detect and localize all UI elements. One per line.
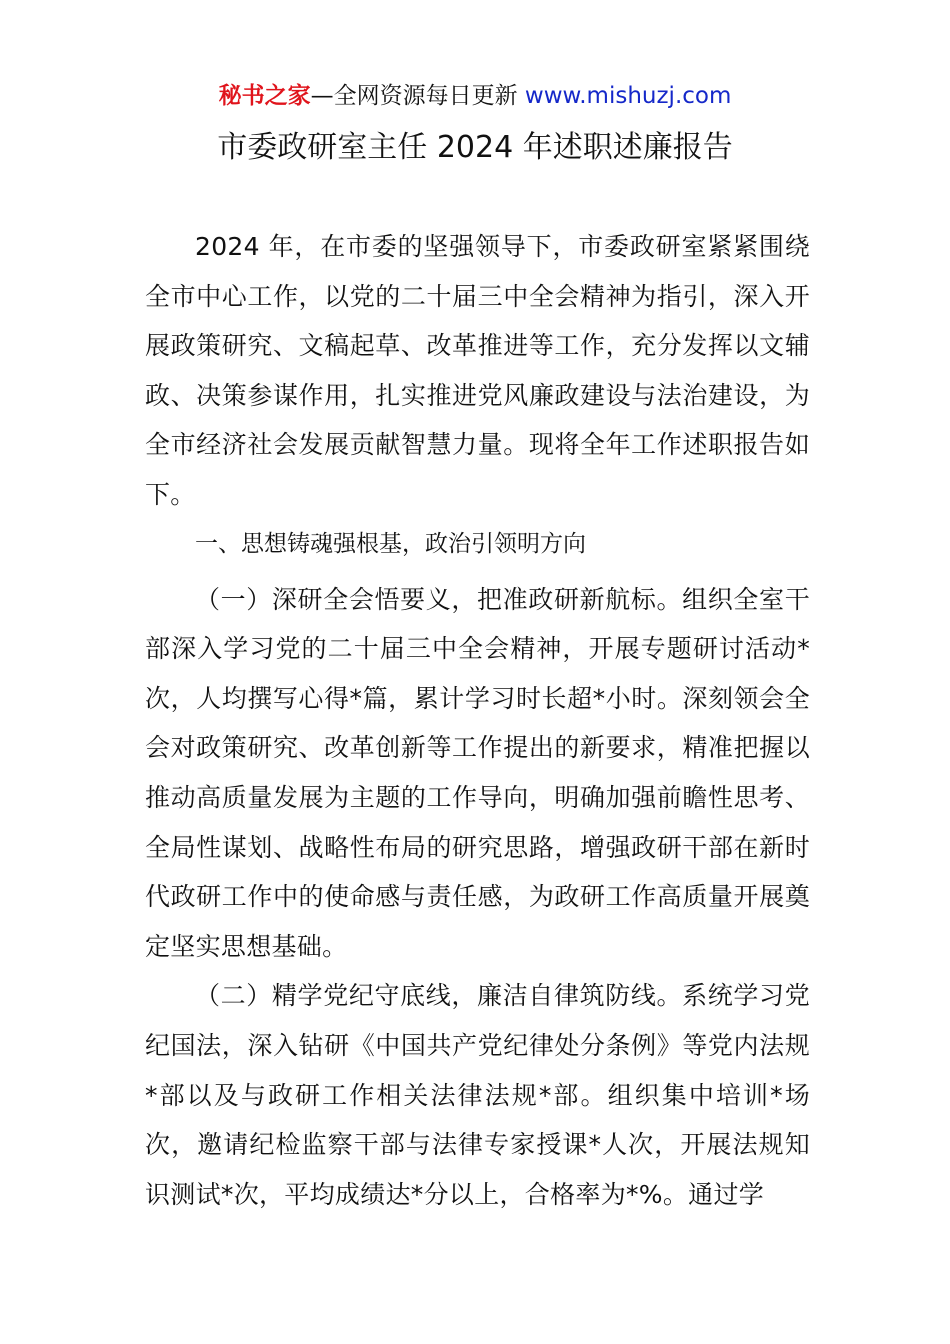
body-paragraph-1: （一）深研全会悟要义，把准政研新航标。组织全室干部深入学习党的二十届三中全会精神，开展专题研讨活动*次，人均撰写心得*篇，累计学习时长超*小时。深刻领会全会对政策研究、改革创新等工作提出的新要求，精准把握以推动高质量发展为主题的工作导向，明确加强前瞻性思考、全局性谋划、战略性布局的研究思路，增强政研干部在新时代政研工作中的使命感与责任感，为政研工作高质量开展奠定坚实思想基础。 — [145, 584, 810, 961]
site-url-link[interactable]: www.mishuzj.com — [524, 83, 732, 109]
site-header — [0, 80, 950, 112]
site-tagline: —全网资源每日更新 — [310, 83, 518, 109]
intro-paragraph: 2024 年，在市委的坚强领导下，市委政研室紧紧围绕全市中心工作，以党的二十届三中全会精神为指引，深入开展政策研究、文稿起草、改革推进等工作，充分发挥以文辅政、决策参谋作用，扎实推进党风廉政建设与法治建设，为全市经济社会发展贡献智慧力量。现将全年工作述职报告如下。 — [145, 232, 810, 509]
body-paragraph-2: （二）精学党纪守底线，廉洁自律筑防线。系统学习党纪国法，深入钻研《中国共产党纪律处分条例》等党内法规*部以及与政研工作相关法律法规*部。组织集中培训*场次，邀请纪检监察干部与法律专家授课*人次，开展法规知识测试*次，平均成绩达*分以上，合格率为*%。通过学 — [145, 981, 810, 1209]
section-heading: 一、思想铸魂强根基，政治引领明方向 — [195, 530, 586, 557]
document-body — [145, 222, 810, 1219]
site-brand: 秘书之家 — [218, 83, 311, 109]
document-title: 市委政研室主任 2024 年述职述廉报告 — [217, 130, 733, 165]
